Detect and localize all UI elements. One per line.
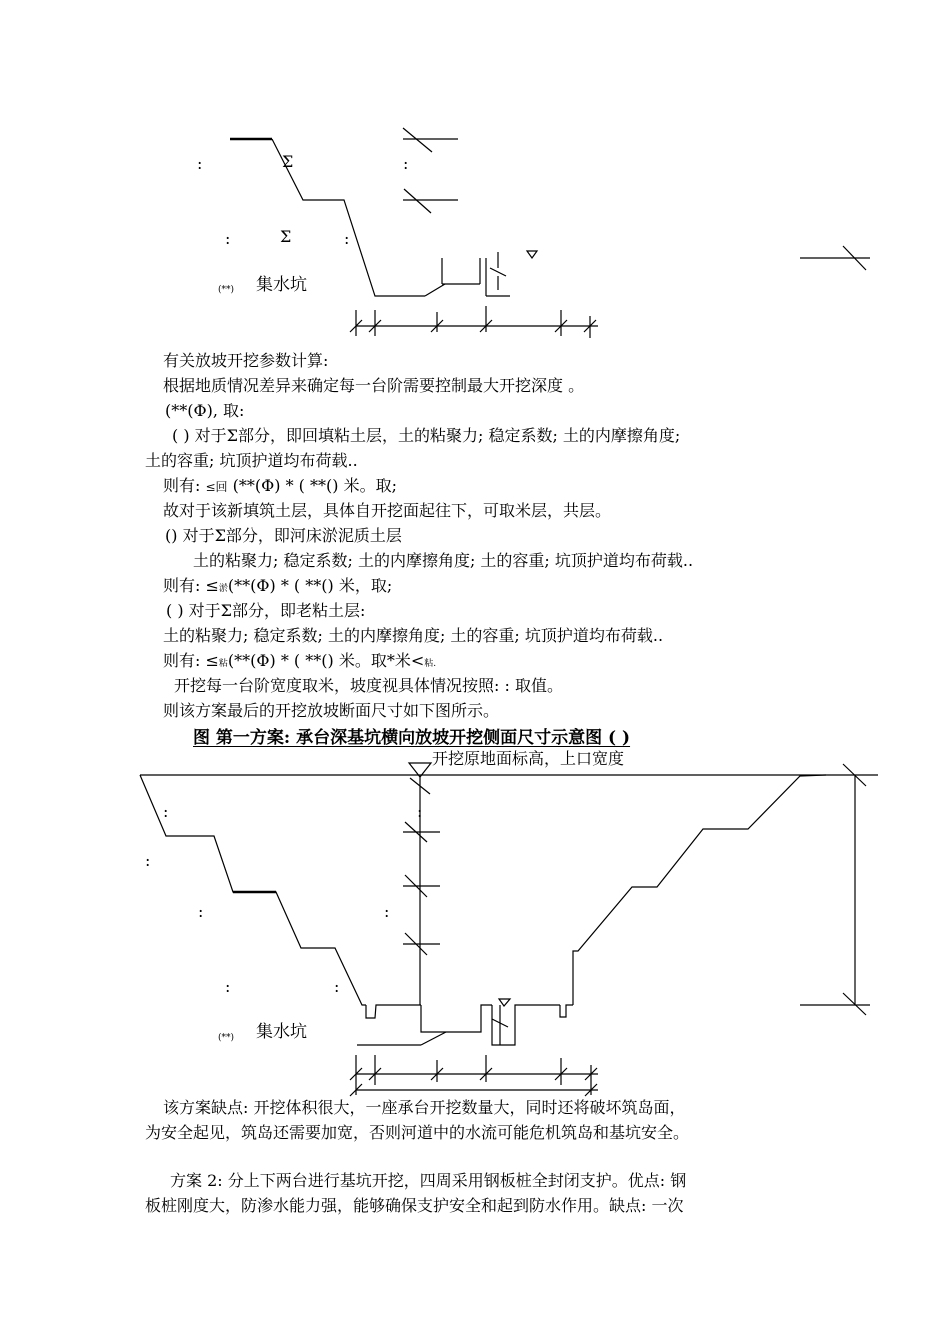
slope-ratio-label: : xyxy=(225,977,231,996)
slope-ratio-label: : xyxy=(344,229,350,248)
calc-heading: 有关放坡开挖参数计算: xyxy=(163,351,329,370)
calc-line: (**(Φ), 取: xyxy=(165,401,245,420)
calc-line: ( ) 对于Σ部分，即回填粘土层，土的粘聚力; 稳定系数; 土的内摩擦角度; xyxy=(172,426,681,445)
calc-line: 则有: ≤回 (**(Φ) * ( **() 米。取; xyxy=(163,476,397,495)
calc-line: 土的容重; 坑顶护道均布荷载.. xyxy=(145,451,358,470)
slope-ratio-label: : xyxy=(145,851,151,870)
slope-ratio-label: : xyxy=(225,229,231,248)
slope-ratio-label: : xyxy=(417,802,423,821)
calc-line: 故对于该新填筑土层，具体自开挖面起往下，可取米层，共层。 xyxy=(163,501,612,520)
sump-pit-label: 集水坑 xyxy=(256,275,307,295)
calc-line: 则有: ≤淤(**(Φ) * ( **() 米，取; xyxy=(163,576,393,595)
calc-line: 土的粘聚力; 稳定系数; 土的内摩擦角度; 土的容重; 坑顶护道均布荷载.. xyxy=(193,551,694,570)
slope-ratio-label: : xyxy=(163,802,169,821)
plan2-paragraph: 方案 2: 分上下两台进行基坑开挖，四周采用钢板桩全封闭支护。优点: 钢 xyxy=(170,1171,687,1190)
plan2-paragraph: 板桩刚度大，防渗水能力强，能够确保支护安全和起到防水作用。缺点: 一次 xyxy=(145,1196,684,1215)
calc-line: 根据地质情况差异来确定每一台阶需要控制最大开挖深度 。 xyxy=(163,376,585,395)
slope-ratio-label: : xyxy=(197,154,203,173)
sigma-label: Σ xyxy=(280,227,292,246)
calc-line: ( ) 对于Σ部分，即老粘土层: xyxy=(166,601,366,620)
drawbacks-paragraph: 该方案缺点: 开挖体积很大，一座承台开挖数量大，同时还将破坏筑岛面， xyxy=(163,1098,686,1117)
calc-line: () 对于Σ部分，即河床淤泥质土层 xyxy=(165,526,402,545)
small-marker: (**) xyxy=(218,285,235,295)
sump-pit-label: 集水坑 xyxy=(256,1022,307,1042)
slope-ratio-label: : xyxy=(334,977,340,996)
slope-ratio-label: : xyxy=(403,154,409,173)
calc-line: 则有: ≤粘(**(Φ) * ( **() 米。取*米<粘. xyxy=(163,651,437,670)
small-marker: (**) xyxy=(218,1033,235,1043)
slope-ratio-label: : xyxy=(384,902,390,921)
slope-ratio-label: : xyxy=(198,902,204,921)
calc-line: 则该方案最后的开挖放坡断面尺寸如下图所示。 xyxy=(163,701,500,720)
calc-line: 开挖每一台阶宽度取米，坡度视具体情况按照: : 取值。 xyxy=(174,676,563,695)
sigma-label: Σ xyxy=(282,152,294,171)
drawbacks-paragraph: 为安全起见，筑岛还需要加宽，否则河道中的水流可能危机筑岛和基坑安全。 xyxy=(145,1123,690,1142)
figure-caption: 图 第一方案: 承台深基坑横向放坡开挖侧面尺寸示意图 ( ) xyxy=(193,728,631,748)
calc-line: 土的粘聚力; 稳定系数; 土的内摩擦角度; 土的容重; 坑顶护道均布荷载.. xyxy=(163,626,664,645)
ground-elevation-label: 开挖原地面标高，上口宽度 xyxy=(432,749,625,768)
